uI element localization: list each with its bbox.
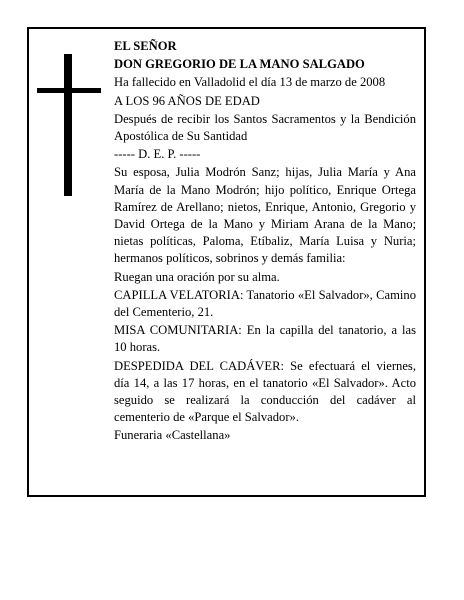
funeral-home: Funeraria «Castellana» bbox=[114, 428, 231, 443]
deceased-name: DON GREGORIO DE LA MANO SALGADO bbox=[114, 57, 365, 72]
title-honorific: EL SEÑOR bbox=[114, 39, 177, 53]
rip-line: ----- D. E. P. ----- bbox=[114, 147, 201, 162]
farewell-info: DESPEDIDA DEL CADÁVER: Se efectuará el viernes, día 14, a las 17 horas, en el tanatorio «El Salvador». Acto seguido se realizará la conducción del cadáver al cementerio de «Parque el Salvador». bbox=[114, 358, 416, 425]
family-list: Su esposa, Julia Modrón Sanz; hijas, Julia María y Ana María de la Mano Modrón; hijo político, Enrique Ortega Ramírez de Arellano; nietos, Enrique, Antonio, Gregorio y David Ortega de la Mano y Miriam Arana de la Mano; nietas políticas, Paloma, Etíbaliz, María Luisa y Nuria; hermanos políticos, sobrinos y demás familia: bbox=[114, 165, 416, 266]
chapel-info: CAPILLA VELATORIA: Tanatorio «El Salvador», Camino del Cementerio, 21. bbox=[114, 287, 416, 320]
cross-vertical-bar bbox=[64, 54, 72, 196]
mass-info: MISA COMUNITARIA: En la capilla del tanatorio, a las 10 horas. bbox=[114, 323, 416, 355]
obituary-text bbox=[114, 38, 416, 446]
latin-cross-icon bbox=[37, 54, 101, 196]
age-at-death: A LOS 96 AÑOS DE EDAD bbox=[114, 93, 260, 108]
sacraments-text: Después de recibir los Santos Sacramentos y la Bendición Apostólica de Su Santidad bbox=[114, 111, 416, 144]
cross-horizontal-bar bbox=[37, 88, 101, 93]
prayer-request: Ruegan una oración por su alma. bbox=[114, 269, 280, 284]
death-info: Ha fallecido en Valladolid el día 13 de marzo de 2008 bbox=[114, 75, 386, 90]
